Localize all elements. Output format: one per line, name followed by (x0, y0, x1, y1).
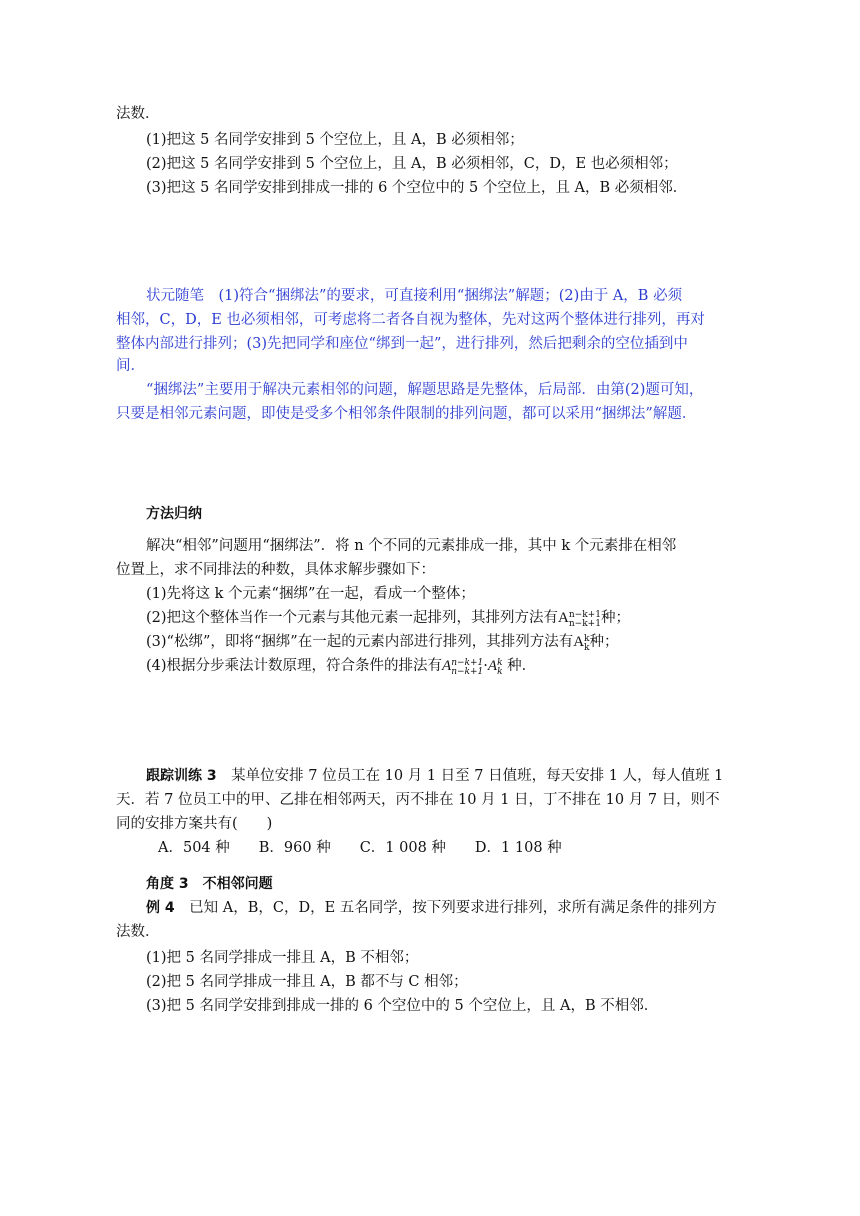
permutation-indices: n−k+1 n−k+1 (568, 610, 601, 629)
angle-3-title: 角度 3 不相邻问题 (146, 876, 273, 892)
method-line-6: (4)根据分步乘法计数原理，符合条件的排法有A n−k+1 n−k+1 ·A k k 种． (146, 658, 537, 677)
note-line-6: 只要是相邻元素问题，即使是受多个相邻条件限制的排列问题，都可以采用“捆绑法”解题． (116, 406, 697, 422)
problem-part-2: (2)把这 5 名同学安排到 5 个空位上，且 A，B 必须相邻，C，D，E 也必须相邻； (146, 156, 678, 172)
permutation-symbol: A (442, 658, 452, 674)
permutation-symbol: A (558, 610, 569, 626)
method-line-3: (1)先将这 k 个元素“捆绑”在一起，看成一个整体； (146, 586, 475, 602)
method-line-5-text: (3)“松绑”，即将“捆绑”在一起的元素内部进行排列，其排列方法有 (146, 634, 574, 650)
permutation-symbol: A (573, 634, 585, 650)
training-line-3: 同的安排方案共有( ) (116, 816, 273, 832)
permutation-indices: k k (497, 658, 503, 677)
permutation-indices: n−k+1 n−k+1 (451, 658, 484, 677)
training-line-1: 跟踪训练 3 某单位安排 7 位员工在 10 月 1 日至 7 日值班，每天安排 1 人，每人值班 1 (146, 768, 724, 784)
note-line-2: 相邻，C，D，E 也必须相邻，可考虑将二者各自视为整体，先对这两个整体进行排列，再对 (116, 312, 705, 328)
method-line-2: 位置上，求不同排法的种数，具体求解步骤如下： (116, 562, 435, 578)
training-label: 跟踪训练 3 (146, 768, 217, 784)
example-4-line-2: 法数． (116, 924, 160, 940)
method-title: 方法归纳 (146, 506, 202, 522)
permutation-symbol: A (487, 658, 498, 674)
example-4-part-1: (1)把 5 名同学排成一排且 A，B 不相邻； (146, 950, 419, 966)
permutation-indices: k k (584, 634, 590, 653)
note-line-3: 整体内部进行排列；(3)先把同学和座位“绑到一起”，进行排列，然后把剩余的空位插到中 (116, 336, 688, 352)
note-line-5: “捆绑法”主要用于解决元素相邻的问题，解题思路是先整体，后局部．由第(2)题可知， (146, 382, 704, 398)
example-4-part-3: (3)把 5 名同学安排到排成一排的 6 个空位中的 5 个空位上，且 A，B 不相邻． (146, 998, 659, 1014)
problem-part-1: (1)把这 5 名同学安排到 5 个空位上，且 A，B 必须相邻； (146, 132, 524, 148)
method-line-4: (2)把这个整体当作一个元素与其他元素一起排列，其排列方法有A n−k+1 n−k+1 种； (146, 610, 630, 629)
method-line-6-text: (4)根据分步乘法计数原理，符合条件的排法有 (146, 658, 443, 674)
example-4-part-2: (2)把 5 名同学排成一排且 A，B 都不与 C 相邻； (146, 974, 468, 990)
method-line-4-text: (2)把这个整体当作一个元素与其他元素一起排列，其排列方法有 (146, 610, 559, 626)
method-line-1: 解决“相邻”问题用“捆绑法”．将 n 个不同的元素排成一排，其中 k 个元素排在相邻 (146, 538, 677, 554)
problem-part-3: (3)把这 5 名同学安排到排成一排的 6 个空位中的 5 个空位上，且 A，B 必须相邻． (146, 180, 688, 196)
example-4-line-1: 例 4 已知 A，B，C，D，E 五名同学，按下列要求进行排列，求所有满足条件的排列方 (146, 900, 717, 916)
training-line-2: 天．若 7 位员工中的甲、乙排在相邻两天，丙不排在 10 月 1 日，丁不排在 10 月 7 日，则不 (116, 792, 720, 808)
method-line-5: (3)“松绑”，即将“捆绑”在一起的元素内部进行排列，其排列方法有A k k 种； (146, 634, 619, 653)
training-options: A．504 种 B．960 种 C．1 008 种 D．1 108 种 (158, 840, 562, 856)
example-4-label: 例 4 (146, 900, 175, 916)
note-line-1: 状元随笔 (1)符合“捆绑法”的要求，可直接利用“捆绑法”解题；(2)由于 A，B 必须 (146, 288, 683, 304)
problem-continuation: 法数． (116, 106, 160, 122)
note-line-4: 间． (116, 358, 145, 374)
